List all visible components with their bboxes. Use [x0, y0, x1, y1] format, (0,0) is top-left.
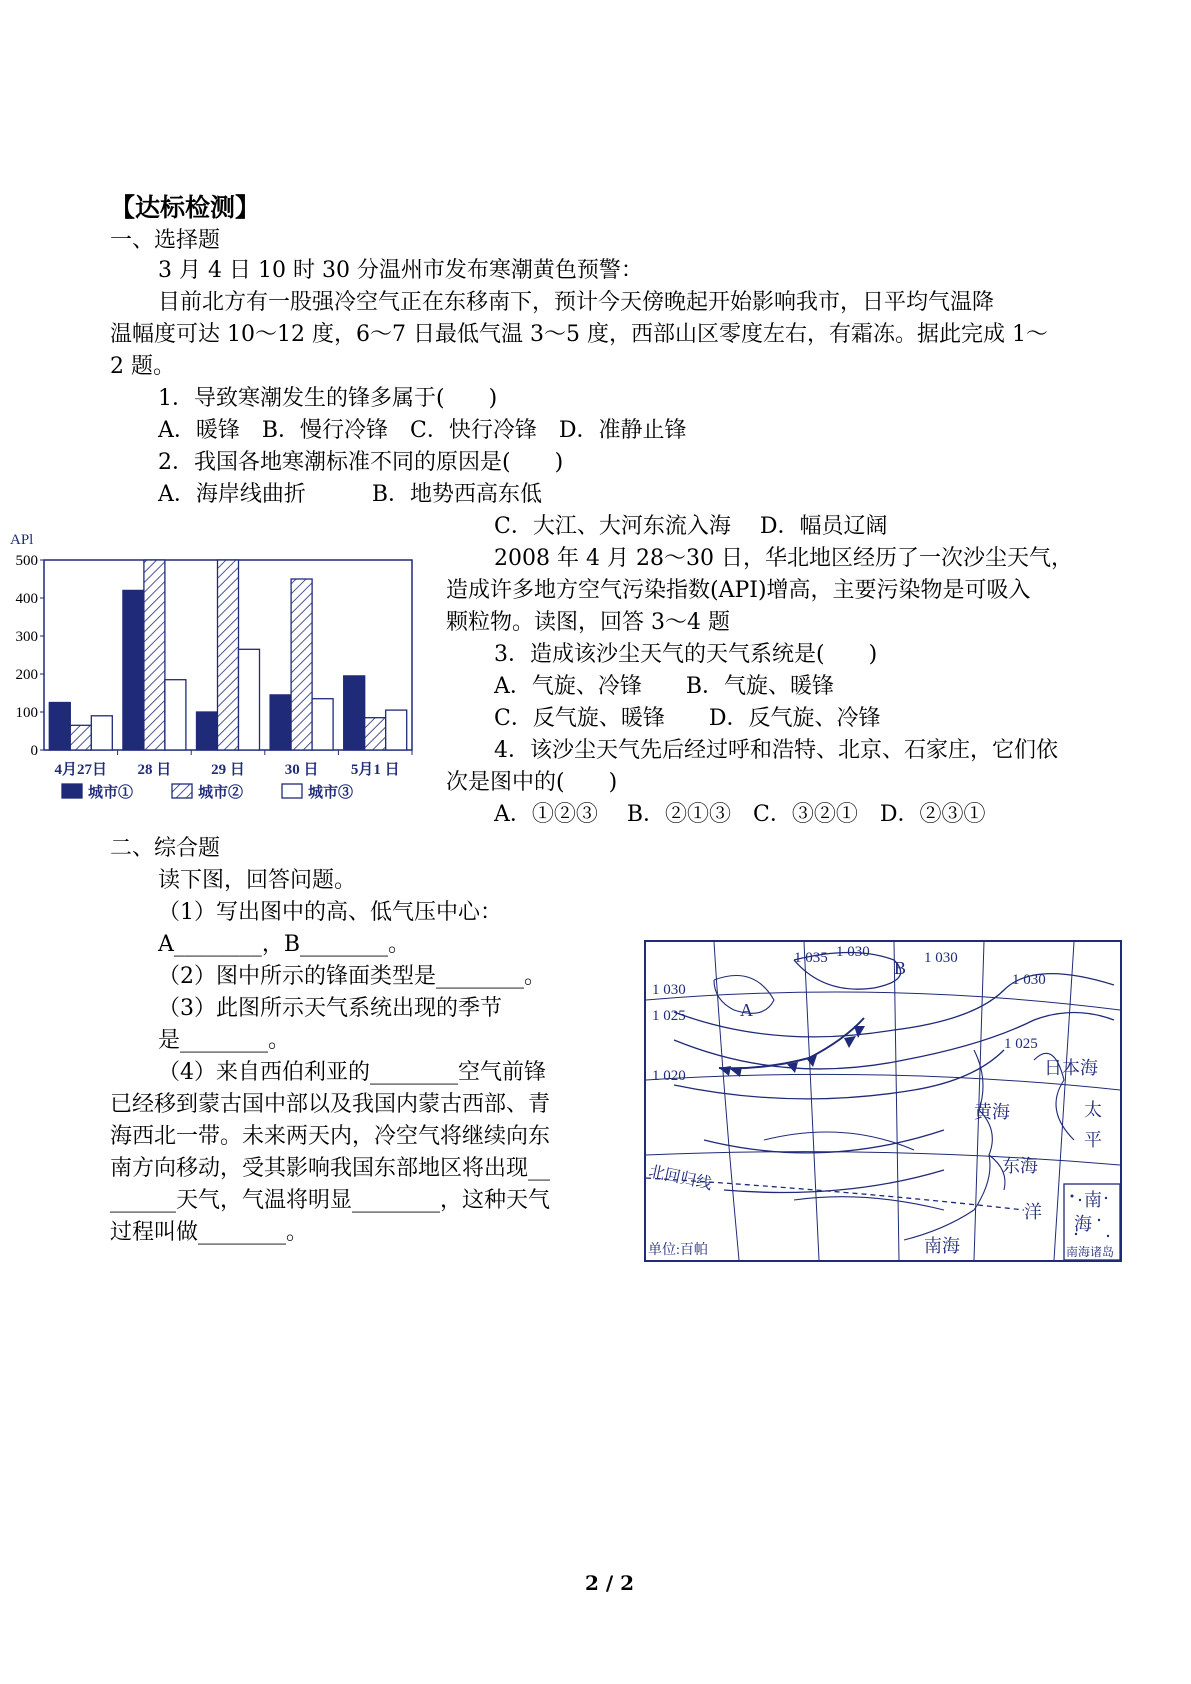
bar-city-3	[165, 680, 186, 750]
question-2: 2．我国各地寒潮标准不同的原因是( )	[158, 450, 564, 475]
bar-city-3	[91, 716, 112, 750]
section-header: 【达标检测】	[110, 193, 261, 222]
y-tick-label: 100	[15, 705, 38, 721]
sub-question-1-answer: A________，B________。	[158, 932, 411, 957]
bar-city-3	[312, 699, 333, 750]
legend-label: 城市①	[88, 785, 134, 801]
bar-city-1	[49, 703, 70, 751]
question-4: 4．该沙尘天气先后经过呼和浩特、北京、石家庄，它们依	[494, 738, 1058, 763]
y-tick-label: 200	[15, 667, 38, 683]
question-3-options: C．反气旋、暖锋 D．反气旋、冷锋	[494, 706, 881, 731]
question-1-options: A．暖锋 B．慢行冷锋 C．快行冷锋 D．准静止锋	[158, 418, 687, 443]
question-3-options: A．气旋、冷锋 B．气旋、暖锋	[494, 674, 835, 699]
bar-city-1	[197, 712, 218, 750]
legend-swatch	[172, 784, 192, 798]
isobar-label: 1 020	[652, 1068, 686, 1084]
ocean-label: 太	[1084, 1100, 1102, 1120]
bar-city-3	[386, 710, 407, 750]
ocean-label: 洋	[1024, 1202, 1042, 1222]
legend-label: 城市③	[308, 785, 354, 801]
sea-label: 东海	[1002, 1156, 1038, 1176]
bar-city-2	[291, 579, 312, 750]
isobar-label: 1 030	[924, 950, 958, 966]
bar-city-1	[270, 695, 291, 750]
bar-city-2	[70, 725, 91, 750]
sub-question-4: 过程叫做________。	[110, 1220, 309, 1245]
inset-caption: 南海诸岛	[1066, 1245, 1115, 1259]
inset-label: 南	[1084, 1190, 1102, 1210]
isobar-label: 1 025	[1004, 1036, 1038, 1052]
paragraph-line: 目前北方有一股强冷空气正在东移南下，预计今天傍晚起开始影响我市，日平均气温降	[158, 290, 995, 315]
isobar-label: 1 030	[836, 944, 870, 960]
y-tick-label: 0	[30, 743, 38, 759]
isobar-label: 1 025	[652, 1008, 686, 1024]
bar-city-3	[239, 649, 260, 750]
question-3: 3．造成该沙尘天气的天气系统是( )	[494, 642, 878, 667]
x-tick-label: 4月27日	[54, 762, 108, 778]
paragraph-line: 2 题。	[110, 354, 175, 379]
section2-intro: 读下图，回答问题。	[158, 868, 357, 893]
pressure-center-b: B	[894, 958, 907, 978]
sub-question-1: （1）写出图中的高、低气压中心：	[158, 900, 502, 925]
isobar-label: 1 030	[1012, 972, 1046, 988]
x-tick-label: 5月1 日	[350, 762, 400, 778]
sub-question-3: 是________。	[158, 1028, 291, 1053]
sub-question-3: （3）此图所示天气系统出现的季节	[158, 996, 502, 1021]
y-tick-label: 400	[15, 591, 38, 607]
bar-city-2	[365, 718, 386, 750]
api-bar-chart	[0, 528, 430, 826]
y-axis-label: APl	[10, 532, 34, 548]
pressure-center-a: A	[740, 1000, 753, 1020]
question-1: 1．导致寒潮发生的锋多属于( )	[158, 386, 498, 411]
weather-map	[644, 940, 1122, 1262]
ocean-label: 平	[1084, 1130, 1102, 1150]
paragraph-line: 温幅度可达 10～12 度，6～7 日最低气温 3～5 度，西部山区零度左右，有霜冻。据此完成 1～	[110, 322, 1048, 347]
x-tick-label: 29 日	[211, 762, 245, 778]
tropic-label: 北回归线	[647, 1163, 714, 1194]
sub-question-4: 南方向移动，受其影响我国东部地区将出现__	[110, 1156, 551, 1181]
sub-question-4: 海西北一带。未来两天内，冷空气将继续向东	[110, 1124, 551, 1149]
y-tick-label: 300	[15, 629, 38, 645]
sub-question-4: 已经移到蒙古国中部以及我国内蒙古西部、青	[110, 1092, 551, 1117]
isobar-label: 1 035	[794, 950, 828, 966]
question-4-options: A．①②③ B．②①③ C．③②① D．②③①	[494, 802, 986, 827]
inset-label: 海	[1074, 1214, 1092, 1234]
question-2-options: C．大江、大河东流入海 D．幅员辽阔	[494, 514, 888, 539]
sea-label: 南海	[924, 1236, 960, 1256]
sea-label: 黄海	[974, 1102, 1010, 1122]
isobar-label: 1 030	[652, 982, 686, 998]
paragraph-line: 造成许多地方空气污染指数(API)增高，主要污染物是可吸入	[446, 578, 1031, 603]
bar-city-1	[344, 676, 365, 750]
paragraph-line: 2008 年 4 月 28～30 日，华北地区经历了一次沙尘天气，	[494, 546, 1073, 571]
unit-label: 单位:百帕	[648, 1243, 708, 1258]
x-tick-label: 28 日	[137, 762, 172, 778]
sea-label: 日本海	[1044, 1058, 1098, 1078]
legend-swatch	[282, 784, 302, 798]
sub-question-2: （2）图中所示的锋面类型是________。	[158, 964, 546, 989]
paragraph-line: 颗粒物。读图，回答 3～4 题	[446, 610, 730, 635]
map-frame	[645, 941, 1121, 1261]
question-4: 次是图中的( )	[446, 770, 618, 795]
notice-line: 3 月 4 日 10 时 30 分温州市发布寒潮黄色预警：	[158, 258, 643, 283]
section1-title: 一、选择题	[110, 228, 221, 253]
sub-question-4: （4）来自西伯利亚的________空气前锋	[158, 1060, 546, 1085]
y-tick-label: 500	[15, 553, 38, 569]
question-2-options: A．海岸线曲折 B．地势西高东低	[158, 482, 543, 507]
legend-label: 城市②	[198, 785, 244, 801]
legend-swatch	[62, 784, 82, 798]
x-tick-label: 30 日	[284, 762, 319, 778]
bar-city-2	[144, 560, 165, 750]
bar-city-2	[218, 560, 239, 750]
sub-question-4: ______天气，气温将明显________，这种天气	[110, 1188, 551, 1213]
bar-city-1	[123, 590, 144, 750]
section2-title: 二、综合题	[110, 836, 221, 861]
page-number: 2 / 2	[585, 1571, 635, 1595]
